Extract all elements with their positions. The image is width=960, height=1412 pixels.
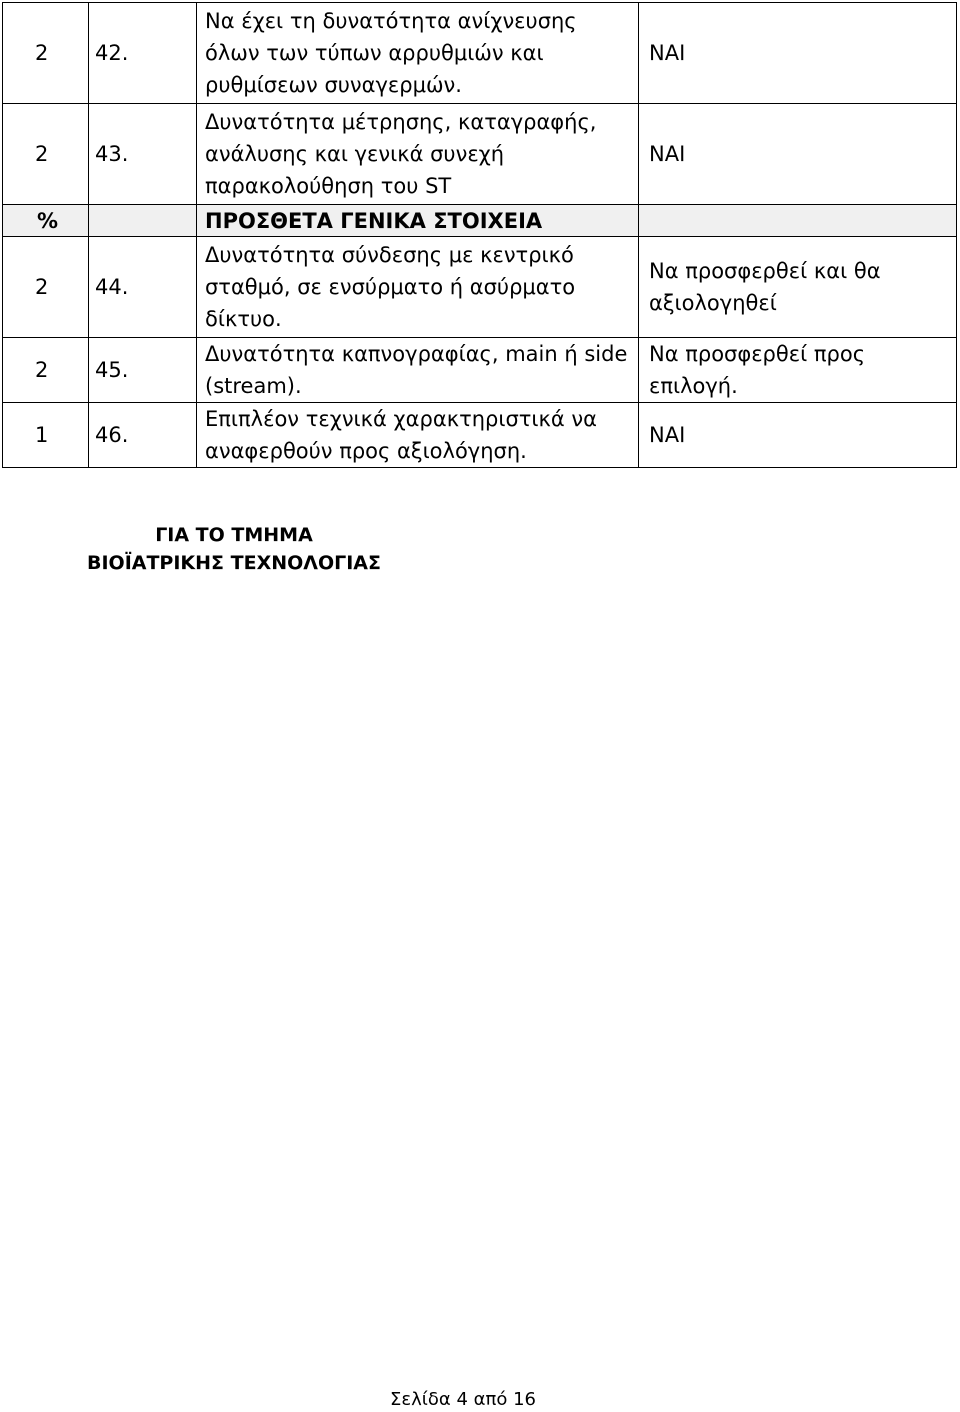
row-description: Δυνατότητα μέτρησης, καταγραφής, ανάλυσης και γενικά συνεχή παρακολούθηση του ST xyxy=(197,104,639,205)
row-answer: ΝΑΙ xyxy=(639,403,957,468)
table-row xyxy=(3,3,957,104)
row-quantity: 2 xyxy=(3,237,89,338)
table-row xyxy=(3,403,957,468)
section-symbol: % xyxy=(3,205,89,237)
row-description: Να έχει τη δυνατότητα ανίχνευσης όλων των τύπων αρρυθμιών και ρυθμίσεων συναγερμών. xyxy=(197,3,639,104)
section-title: ΠΡΟΣΘΕΤΑ ΓΕΝΙΚΑ ΣΤΟΙΧΕΙΑ xyxy=(197,205,639,237)
row-number: 43. xyxy=(89,104,197,205)
row-answer: Να προσφερθεί και θα αξιολογηθεί xyxy=(639,237,957,338)
row-number: 45. xyxy=(89,338,197,403)
row-quantity: 2 xyxy=(3,338,89,403)
signature-block xyxy=(75,521,393,577)
table-row xyxy=(3,104,957,205)
specifications-table xyxy=(2,2,957,468)
row-quantity: 2 xyxy=(3,3,89,104)
row-answer: Να προσφερθεί προς επιλογή. xyxy=(639,338,957,403)
row-quantity: 2 xyxy=(3,104,89,205)
row-answer: ΝΑΙ xyxy=(639,3,957,104)
row-number: 44. xyxy=(89,237,197,338)
row-number: 46. xyxy=(89,403,197,468)
table-row xyxy=(3,237,957,338)
section-header-row xyxy=(3,205,957,237)
signature-line-2: ΒΙΟΪΑΤΡΙΚΗΣ ΤΕΧΝΟΛΟΓΙΑΣ xyxy=(86,552,381,574)
page-number: Σελίδα 4 από 16 xyxy=(390,1389,536,1410)
row-description: Δυνατότητα καπνογραφίας, main ή side (stream). xyxy=(197,338,639,403)
row-quantity: 1 xyxy=(3,403,89,468)
row-number: 42. xyxy=(89,3,197,104)
table-row xyxy=(3,338,957,403)
row-description: Δυνατότητα σύνδεσης με κεντρικό σταθμό, σε ενσύρματο ή ασύρματο δίκτυο. xyxy=(197,237,639,338)
row-description: Επιπλέον τεχνικά χαρακτηριστικά να αναφερθούν προς αξιολόγηση. xyxy=(197,403,639,468)
row-answer: ΝΑΙ xyxy=(639,104,957,205)
signature-line-1: ΓΙΑ ΤΟ ΤΜΗΜΑ xyxy=(155,524,313,546)
